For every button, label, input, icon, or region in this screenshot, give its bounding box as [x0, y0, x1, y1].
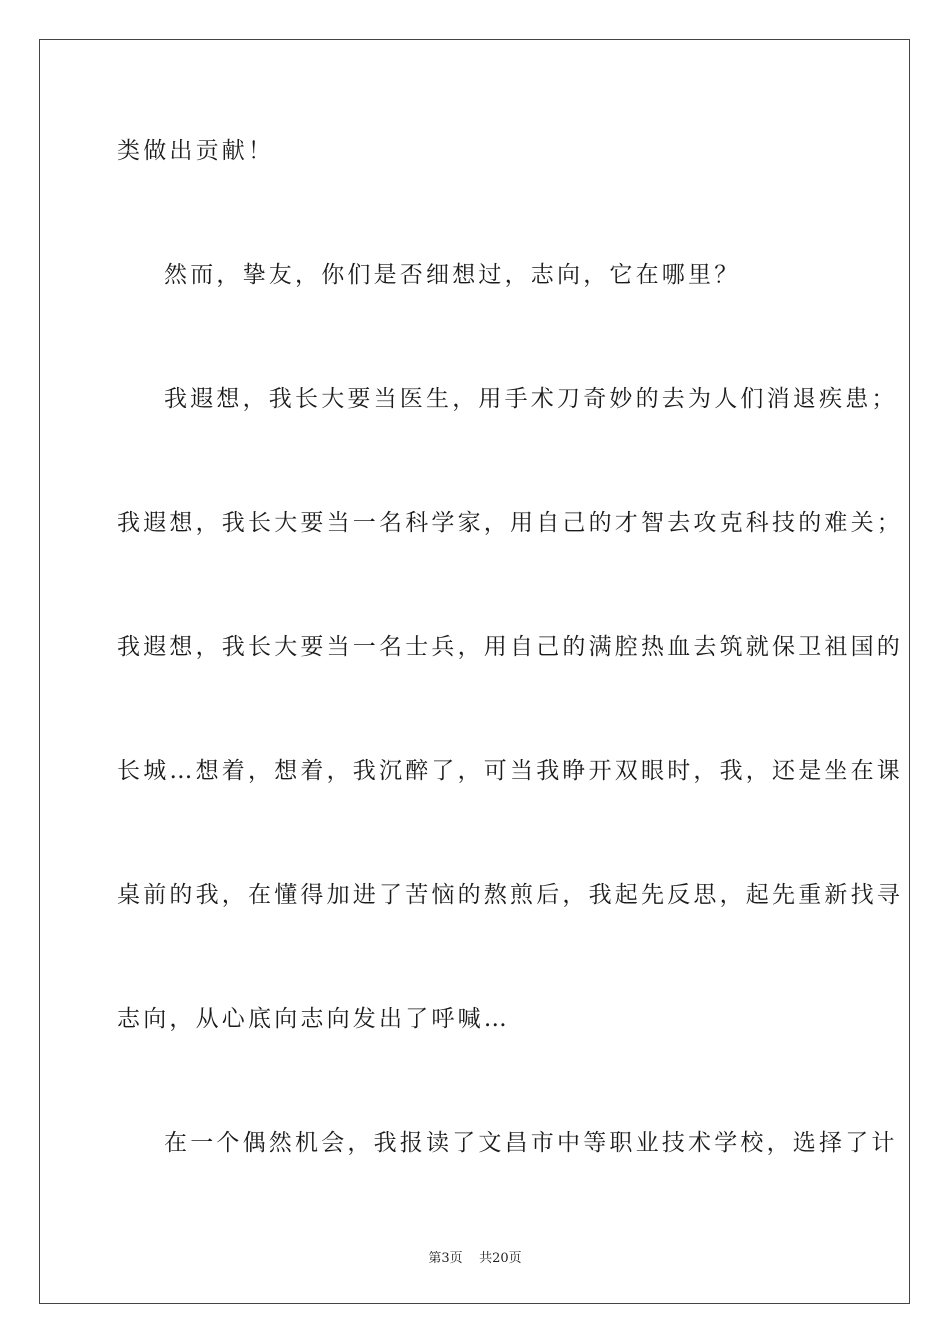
- text-line-8: 志向，从心底向志向发出了呼喊…: [117, 1006, 510, 1032]
- text-line-9: 在一个偶然机会，我报读了文昌市中等职业技术学校，选择了计: [164, 1130, 898, 1156]
- page-number: 第3页: [428, 1251, 463, 1266]
- text-line-3: 我遐想，我长大要当医生，用手术刀奇妙的去为人们消退疾患；: [164, 386, 898, 412]
- total-pages: 共20页: [479, 1251, 522, 1266]
- text-line-6: 长城…想着，想着，我沉醉了，可当我睁开双眼时，我，还是坐在课: [117, 758, 903, 784]
- text-line-7: 桌前的我，在懂得加进了苦恼的熬煎后，我起先反思，起先重新找寻: [117, 882, 903, 908]
- text-line-1: 类做出贡献！: [117, 138, 275, 164]
- text-line-5: 我遐想，我长大要当一名士兵，用自己的满腔热血去筑就保卫祖国的: [117, 634, 903, 660]
- page-border: [39, 39, 910, 1304]
- page-footer: [0, 1247, 950, 1266]
- text-line-2: 然而，挚友，你们是否细想过，志向，它在哪里？: [164, 262, 741, 288]
- text-line-4: 我遐想，我长大要当一名科学家，用自己的才智去攻克科技的难关；: [117, 510, 903, 536]
